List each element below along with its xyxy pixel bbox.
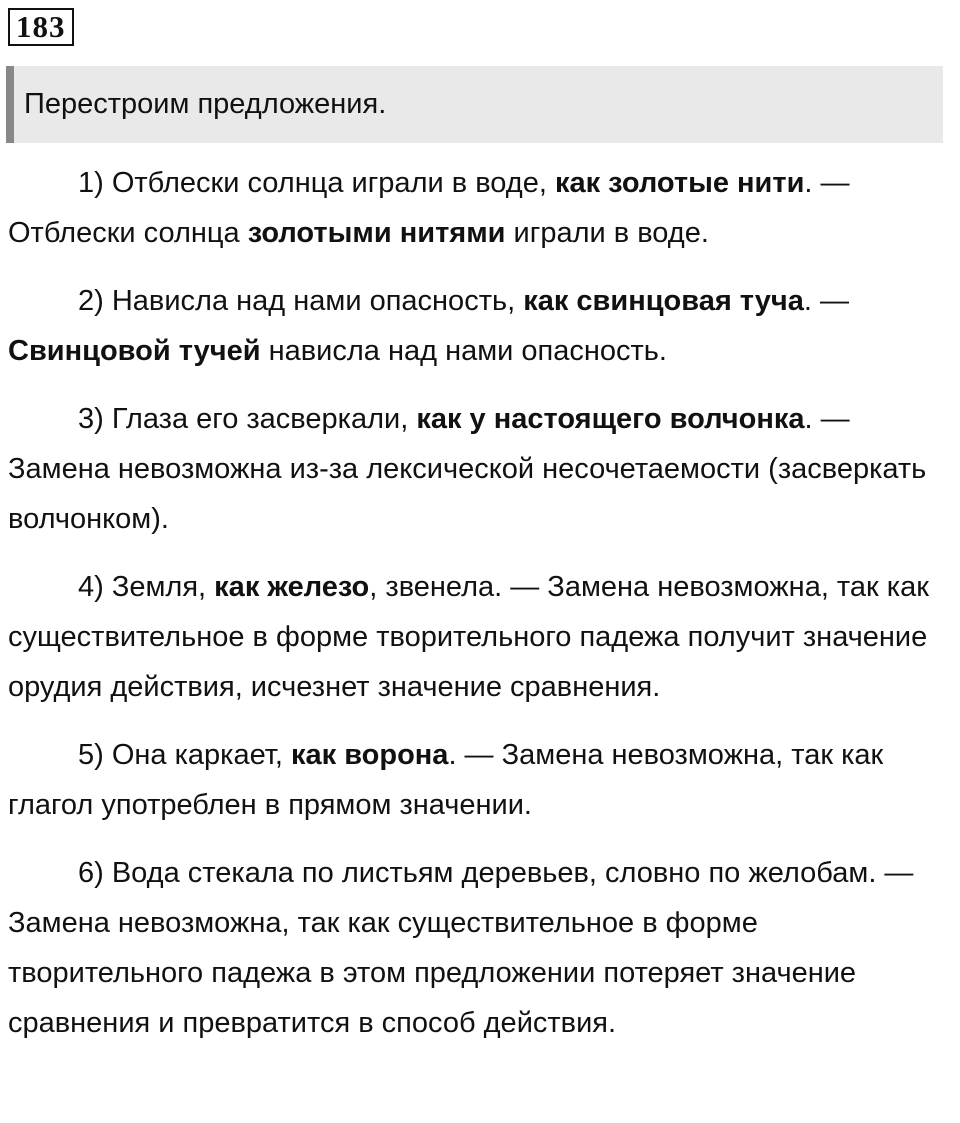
simile-phrase: как ворона (290, 739, 449, 771)
simile-phrase: как свинцовая туча (523, 285, 804, 317)
instrumental-phrase: золотыми нитями (247, 217, 506, 249)
exercise-number: 183 (8, 8, 74, 46)
answer-text: . — Отблески солнца (8, 167, 850, 249)
answer-item (8, 848, 953, 1048)
simile-phrase: как железо (214, 571, 370, 603)
answer-text: . — (803, 285, 849, 317)
task-instruction: Перестроим предложения. (6, 66, 943, 143)
answer-text: 1) Отблески солнца играли в воде, (78, 167, 555, 199)
answer-text: играли в воде. (505, 217, 709, 249)
answer-text: 3) Глаза его засверкали, (78, 403, 417, 435)
answer-item (8, 158, 953, 258)
answer-text: 5) Она каркает, (78, 739, 291, 771)
answer-text: . — Замена невозможна из-за лексической несочетаемости (засверкать волчонком). (8, 403, 927, 535)
answer-item (8, 562, 953, 712)
answer-item (8, 394, 953, 544)
answer-text: , звенела. — Замена невозможна, так как существительное в форме творительного падежа получит значение орудия действия, исчезнет значение сравнения. (8, 571, 929, 703)
answer-text: 2) Нависла над нами опасность, (78, 285, 524, 317)
simile-phrase: как у настоящего волчонка (416, 403, 805, 435)
answer-item (8, 276, 953, 376)
answer-list (8, 158, 953, 1066)
answer-text: 4) Земля, (78, 571, 215, 603)
answer-text: нависла над нами опасность. (260, 335, 667, 367)
simile-phrase: как золотые нити (554, 167, 805, 199)
instrumental-phrase: Свинцовой тучей (8, 335, 261, 367)
answer-text: . — Замена невозможна, так как глагол употреблен в прямом значении. (8, 739, 884, 821)
answer-text: 6) Вода стекала по листьям деревьев, словно по желобам. — Замена невозможна, так как существительное в форме творительного падежа в этом предложении потеряет значение сравнения и превратится в способ действия. (8, 857, 914, 1039)
answer-item (8, 730, 953, 830)
